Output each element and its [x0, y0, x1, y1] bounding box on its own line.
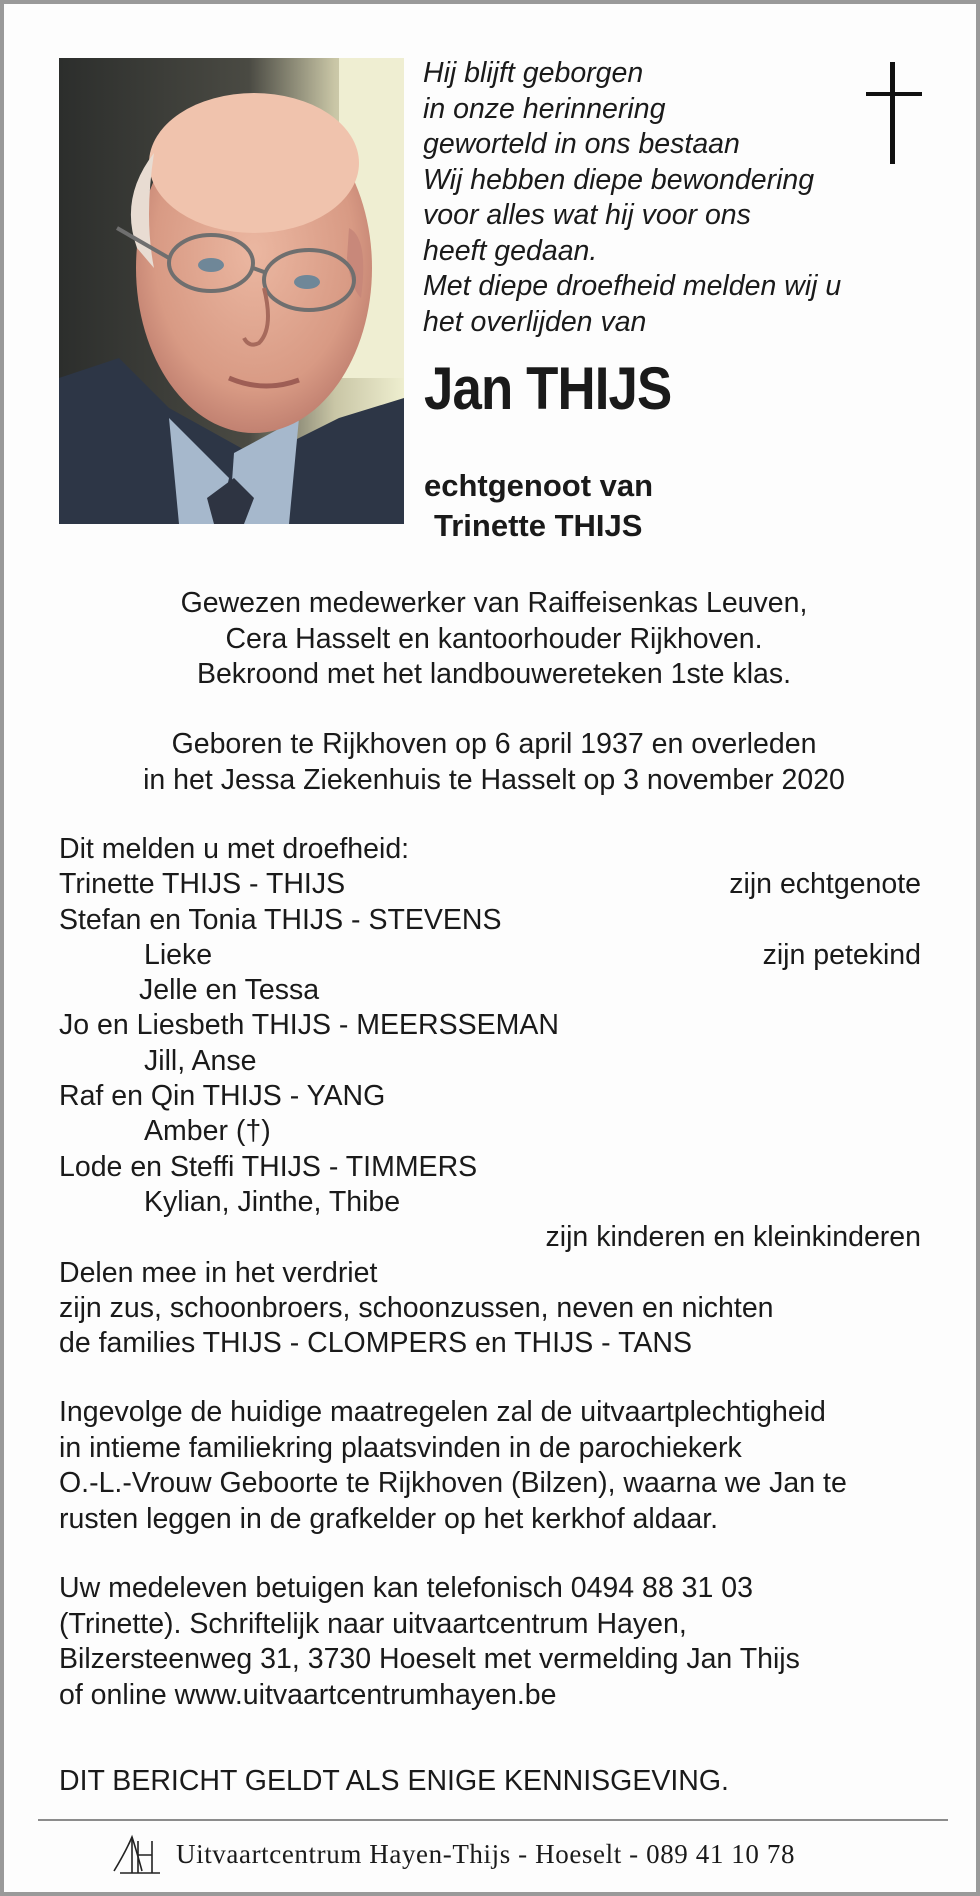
poem-line: geworteld in ons bestaan	[423, 128, 740, 160]
footer	[112, 1829, 912, 1879]
family-row	[59, 1185, 921, 1220]
family-row	[59, 1220, 921, 1255]
contact-line: (Trinette). Schriftelijk naar uitvaartcentrum Hayen,	[59, 1607, 687, 1640]
family-intro	[59, 832, 921, 867]
family-row	[59, 1291, 921, 1326]
family-row	[59, 903, 921, 938]
poem-line: het overlijden van	[423, 305, 647, 338]
career-section	[44, 586, 944, 693]
family-member: zijn zus, schoonbroers, schoonzussen, neven en nichten	[59, 1291, 774, 1324]
ceremony-line: O.-L.-Vrouw Geboorte te Rijkhoven (Bilzen), waarna we Jan te	[59, 1467, 847, 1499]
career-line: Cera Hasselt en kantoorhouder Rijkhoven.	[225, 622, 763, 655]
ceremony-section	[59, 1395, 939, 1537]
footer-text: Uitvaartcentrum Hayen-Thijs - Hoeselt - 089 41 10 78	[176, 1839, 796, 1869]
family-row	[59, 1044, 921, 1079]
ceremony-line: in intieme familiekring plaatsvinden in de parochiekerk	[59, 1431, 742, 1464]
cross-icon	[862, 62, 926, 164]
family-row	[59, 1114, 921, 1149]
family-row	[59, 1150, 921, 1185]
deceased-name: Jan THIJS	[424, 355, 672, 422]
family-role: zijn echtgenote	[729, 868, 921, 901]
poem-line: Wij hebben diepe bewondering	[423, 163, 815, 196]
notice-text: DIT BERICHT GELDT ALS ENIGE KENNISGEVING.	[59, 1765, 729, 1797]
family-row	[59, 973, 921, 1008]
family-member: Delen mee in het verdriet	[59, 1256, 378, 1289]
contact-line: of online www.uitvaartcentrumhayen.be	[59, 1678, 557, 1711]
birth-death-section	[44, 727, 944, 798]
poem-line: Hij blijft geborgen	[423, 57, 644, 89]
family-intro-text: Dit melden u met droefheid:	[59, 833, 410, 865]
funeral-home-logo-icon	[112, 1831, 164, 1875]
contact-section	[59, 1571, 939, 1713]
spouse-name: Trinette THIJS	[434, 508, 643, 543]
spouse-block	[424, 466, 653, 546]
family-row	[59, 1326, 921, 1361]
family-member: Lieke	[144, 938, 213, 971]
family-member: Raf en Qin THIJS - YANG	[59, 1080, 386, 1113]
family-row	[59, 1256, 921, 1291]
career-line: Bekroond met het landbouwereteken 1ste klas.	[196, 658, 792, 690]
memorial-poem	[423, 56, 893, 340]
family-member: Jo en Liesbeth THIJS - MEERSSEMAN	[59, 1009, 559, 1042]
family-member: Stefan en Tonia THIJS - STEVENS	[59, 903, 502, 936]
contact-line: Bilzersteenweg 31, 3730 Hoeselt met vermelding Jan Thijs	[59, 1643, 800, 1675]
family-member: Kylian, Jinthe, Thibe	[144, 1185, 401, 1218]
family-member: Amber (†)	[144, 1115, 271, 1148]
contact-line: Uw medeleven betuigen kan telefonisch 0494 88 31 03	[59, 1572, 753, 1604]
portrait-photo	[59, 58, 404, 524]
poem-line: voor alles wat hij voor ons	[423, 199, 751, 231]
poem-line: heeft gedaan.	[423, 234, 598, 267]
career-line: Gewezen medewerker van Raiffeisenkas Leuven,	[180, 587, 808, 619]
footer-divider	[38, 1819, 948, 1821]
family-member: de families THIJS - CLOMPERS en THIJS - TANS	[59, 1327, 692, 1360]
family-list	[59, 832, 921, 1361]
family-member: Trinette THIJS - THIJS	[59, 868, 346, 901]
poem-line: Met diepe droefheid melden wij u	[423, 270, 842, 302]
relation-label: echtgenoot van	[424, 468, 654, 503]
ceremony-line: rusten leggen in de grafkelder op het kerkhof aldaar.	[59, 1502, 719, 1535]
family-member: Jill, Anse	[144, 1044, 257, 1077]
birth-death-line: Geboren te Rijkhoven op 6 april 1937 en overleden	[171, 728, 817, 760]
birth-death-line: in het Jessa Ziekenhuis te Hasselt op 3 november 2020	[143, 763, 845, 796]
family-member: Jelle en Tessa	[139, 974, 320, 1007]
poem-line: in onze herinnering	[423, 92, 666, 125]
family-row	[59, 1008, 921, 1043]
family-row	[59, 938, 921, 973]
family-member: Lode en Steffi THIJS - TIMMERS	[59, 1150, 478, 1183]
family-role: zijn petekind	[762, 938, 921, 971]
family-role: zijn kinderen en kleinkinderen	[545, 1221, 921, 1254]
family-row	[59, 1079, 921, 1114]
family-row	[59, 867, 921, 902]
ceremony-line: Ingevolge de huidige maatregelen zal de uitvaartplechtigheid	[59, 1396, 826, 1428]
